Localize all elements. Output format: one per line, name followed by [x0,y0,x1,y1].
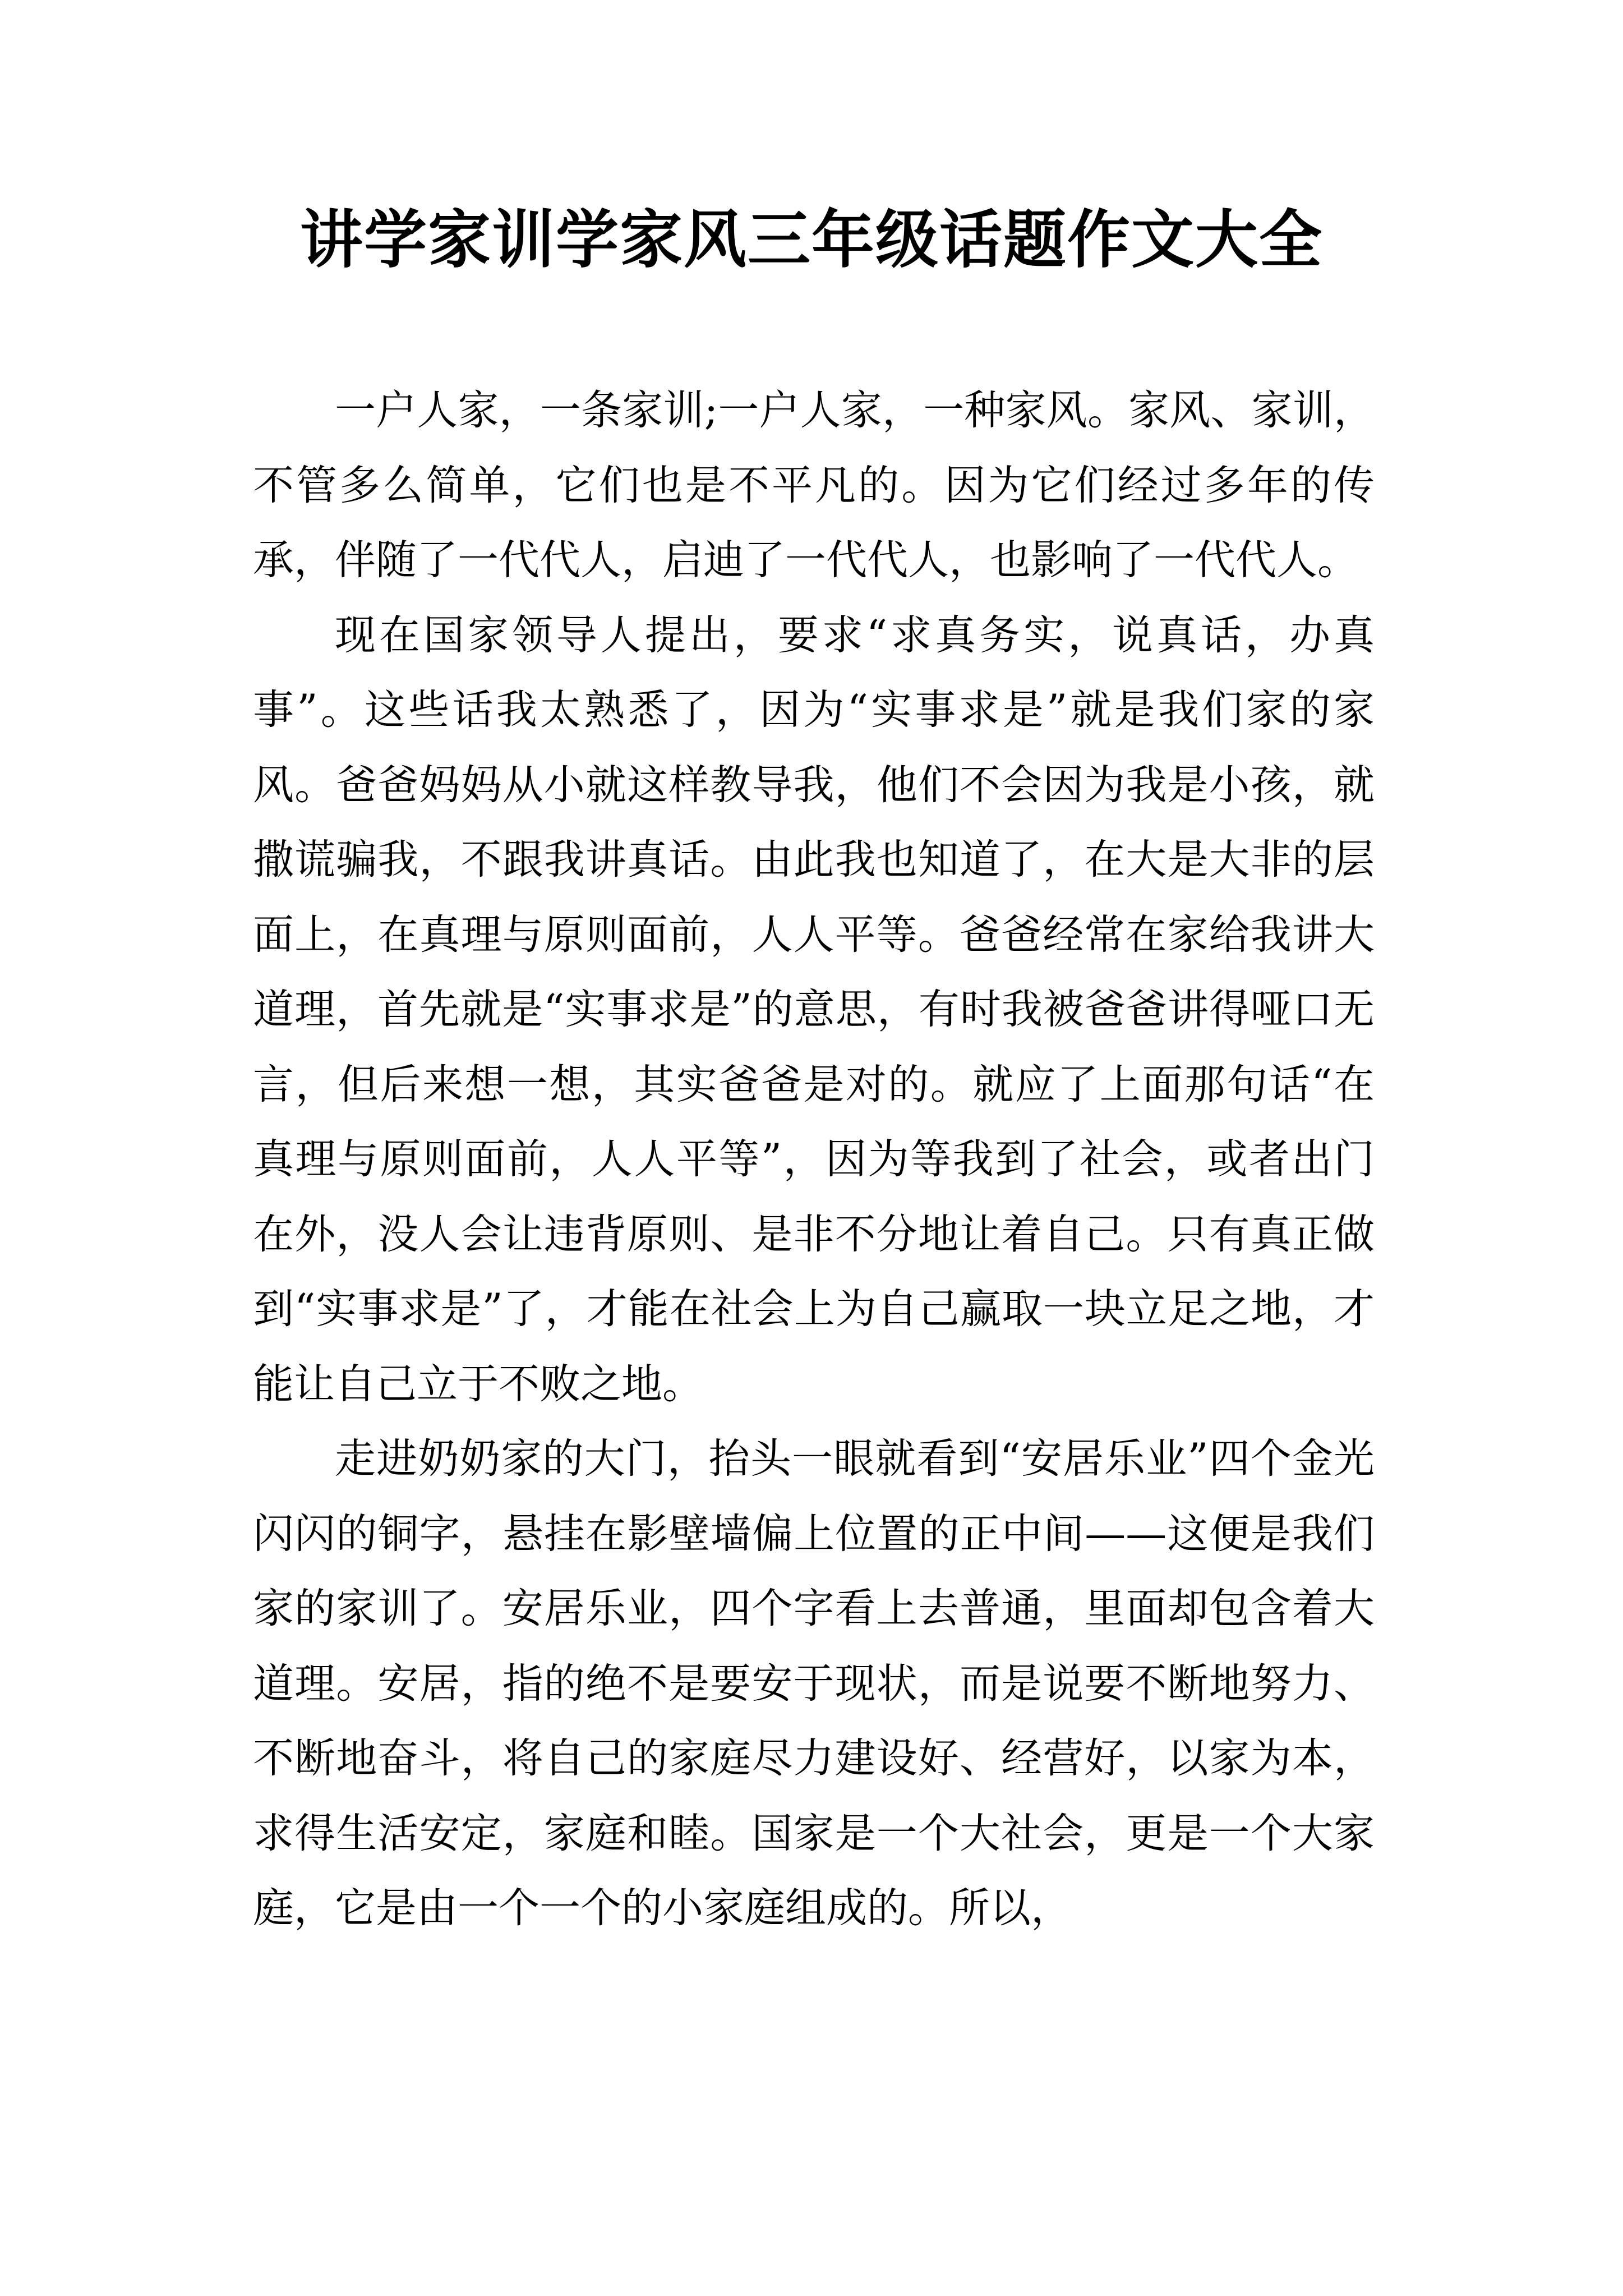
paragraph-1: 一户人家，一条家训;一户人家，一种家风。家风、家训，不管多么简单，它们也是不平凡的。因为它们经过多年的传承，伴随了一代代人，启迪了一代代人，也影响了一代代人。 [253,386,1375,584]
document-title: 讲学家训学家风三年级话题作文大全 [300,203,1323,277]
paragraph-3: 走进奶奶家的大门，抬头一眼就看到“安居乐业”四个金光闪闪的铜字，悬挂在影壁墙偏上位置的正中间——这便是我们家的家训了。安居乐业，四个字看上去普通，里面却包含着大道理。安居，指的绝不是要安于现状，而是说要不断地努力、不断地奋斗，将自己的家庭尽力建设好、经营好，以家为本，求得生活安定，家庭和睦。国家是一个大社会，更是一个大家庭，它是由一个一个的小家庭组成的。所以， [253,1435,1375,1932]
paragraph-2: 现在国家领导人提出，要求“求真务实，说真话，办真事”。这些话我太熟悉了，因为“实事求是”就是我们家的家风。爸爸妈妈从小就这样教导我，他们不会因为我是小孩，就撒谎骗我，不跟我讲真话。由此我也知道了，在大是大非的层面上，在真理与原则面前，人人平等。爸爸经常在家给我讲大道理，首先就是“实事求是”的意思，有时我被爸爸讲得哑口无言，但后来想一想，其实爸爸是对的。就应了上面那句话“在真理与原则面前，人人平等”，因为等我到了社会，或者出门在外，没人会让违背原则、是非不分地让着自己。只有真正做到“实事求是”了，才能在社会上为自己赢取一块立足之地，才能让自己立于不败之地。 [253,611,1375,1408]
document-body [253,373,1375,1946]
